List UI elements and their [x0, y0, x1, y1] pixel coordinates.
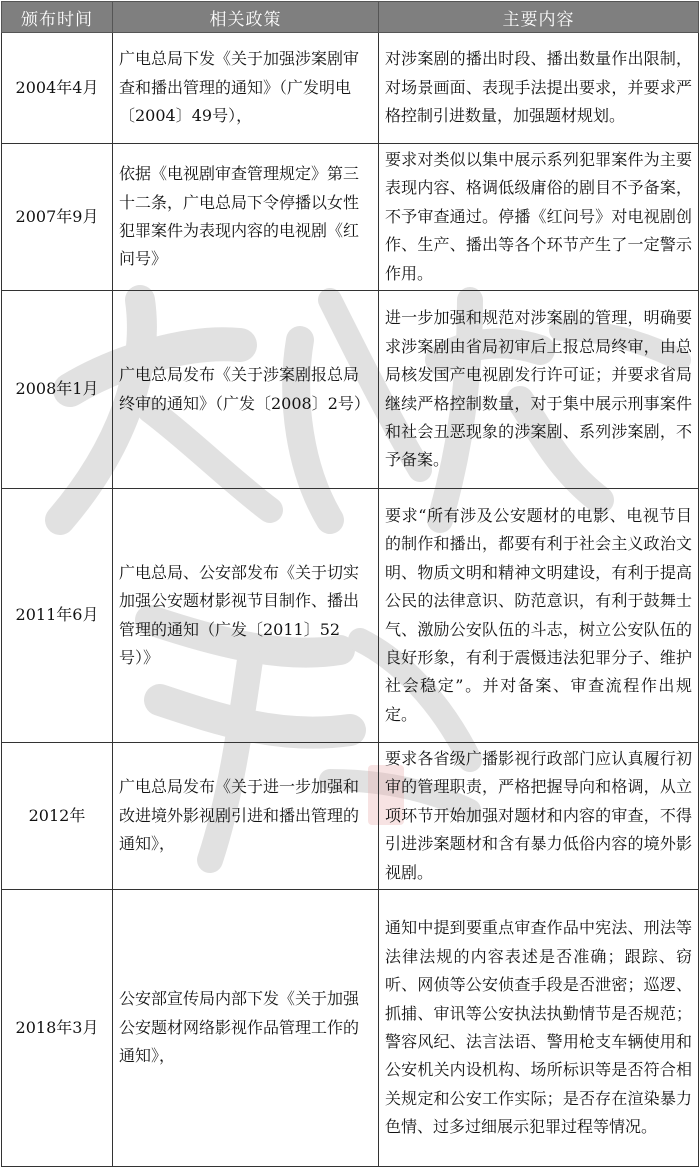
- row-date: 2011年6月: [2, 489, 113, 743]
- row-policy: 依据《电视剧审查管理规定》第三十二条，广电总局下令停播以女性犯罪案件为表现内容的电视剧《红问号》: [113, 144, 379, 291]
- row-policy: 公安部宣传局内部下发《关于加强公安题材网络影视作品管理工作的通知》，: [113, 890, 379, 1167]
- row-policy: 广电总局发布《关于进一步加强和改进境外影视剧引进和播出管理的通知》，: [113, 743, 379, 890]
- header-row: [2, 2, 699, 33]
- table-row: [2, 489, 699, 743]
- row-date: 2004年4月: [2, 33, 113, 144]
- table-row: [2, 291, 699, 489]
- row-policy: 广电总局下发《关于加强涉案剧审查和播出管理的通知》（广发明电〔2004〕49号），: [113, 33, 379, 144]
- row-policy: 广电总局、公安部发布《关于切实加强公安题材影视节目制作、播出管理的通知（广发〔2011〕52号）》: [113, 489, 379, 743]
- row-content: 进一步加强和规范对涉案剧的管理，明确要求涉案剧由省局初审后上报总局终审，由总局核发国产电视剧发行许可证；并要求省局继续严格控制数量，对于集中展示刑事案件和社会丑恶现象的涉案剧、系列涉案剧，不予备案。: [379, 291, 699, 489]
- row-date: 2008年1月: [2, 291, 113, 489]
- row-content: 要求对类似以集中展示系列犯罪案件为主要表现内容、格调低级庸俗的剧目不予备案，不予审查通过。停播《红问号》对电视剧创作、生产、播出等各个环节产生了一定警示作用。: [379, 144, 699, 291]
- table-row: [2, 144, 699, 291]
- row-date: 2012年: [2, 743, 113, 890]
- row-content: 对涉案剧的播出时段、播出数量作出限制，对场景画面、表现手法提出要求，并要求严格控制引进数量，加强题材规划。: [379, 33, 699, 144]
- header-policy: 相关政策: [113, 2, 379, 33]
- row-content: 要求各省级广播影视行政部门应认真履行初审的管理职责，严格把握导向和格调，从立项环节开始加强对题材和内容的审查，不得引进涉案题材和含有暴力低俗内容的境外影视剧。: [379, 743, 699, 890]
- row-content: 通知中提到要重点审查作品中宪法、刑法等法律法规的内容表述是否准确；跟踪、窃听、网侦等公安侦查手段是否泄密；巡逻、抓捕、审讯等公安执法执勤情节是否规范；警容风纪、法言法语、警用枪支车辆使用和公安机关内设机构、场所标识等是否符合相关规定和公安工作实际；是否存在渲染暴力色情、过多过细展示犯罪过程等情况。: [379, 890, 699, 1167]
- table-row: [2, 743, 699, 890]
- row-policy: 广电总局发布《关于涉案剧报总局终审的通知》（广发〔2008〕2号）: [113, 291, 379, 489]
- header-date: 颁布时间: [2, 2, 113, 33]
- row-date: 2018年3月: [2, 890, 113, 1167]
- table-row: [2, 890, 699, 1167]
- row-date: 2007年9月: [2, 144, 113, 291]
- policy-table: [1, 1, 699, 1167]
- row-content: 要求“所有涉及公安题材的电影、电视节目的制作和播出，都要有利于社会主义政治文明、物质文明和精神文明建设，有利于提高公民的法律意识、防范意识，有利于鼓舞士气、激励公安队伍的斗志，树立公安队伍的良好形象，有利于震慑违法犯罪分子、维护社会稳定”。并对备案、审查流程作出规定。: [379, 489, 699, 743]
- table-row: [2, 33, 699, 144]
- header-content: 主要内容: [379, 2, 699, 33]
